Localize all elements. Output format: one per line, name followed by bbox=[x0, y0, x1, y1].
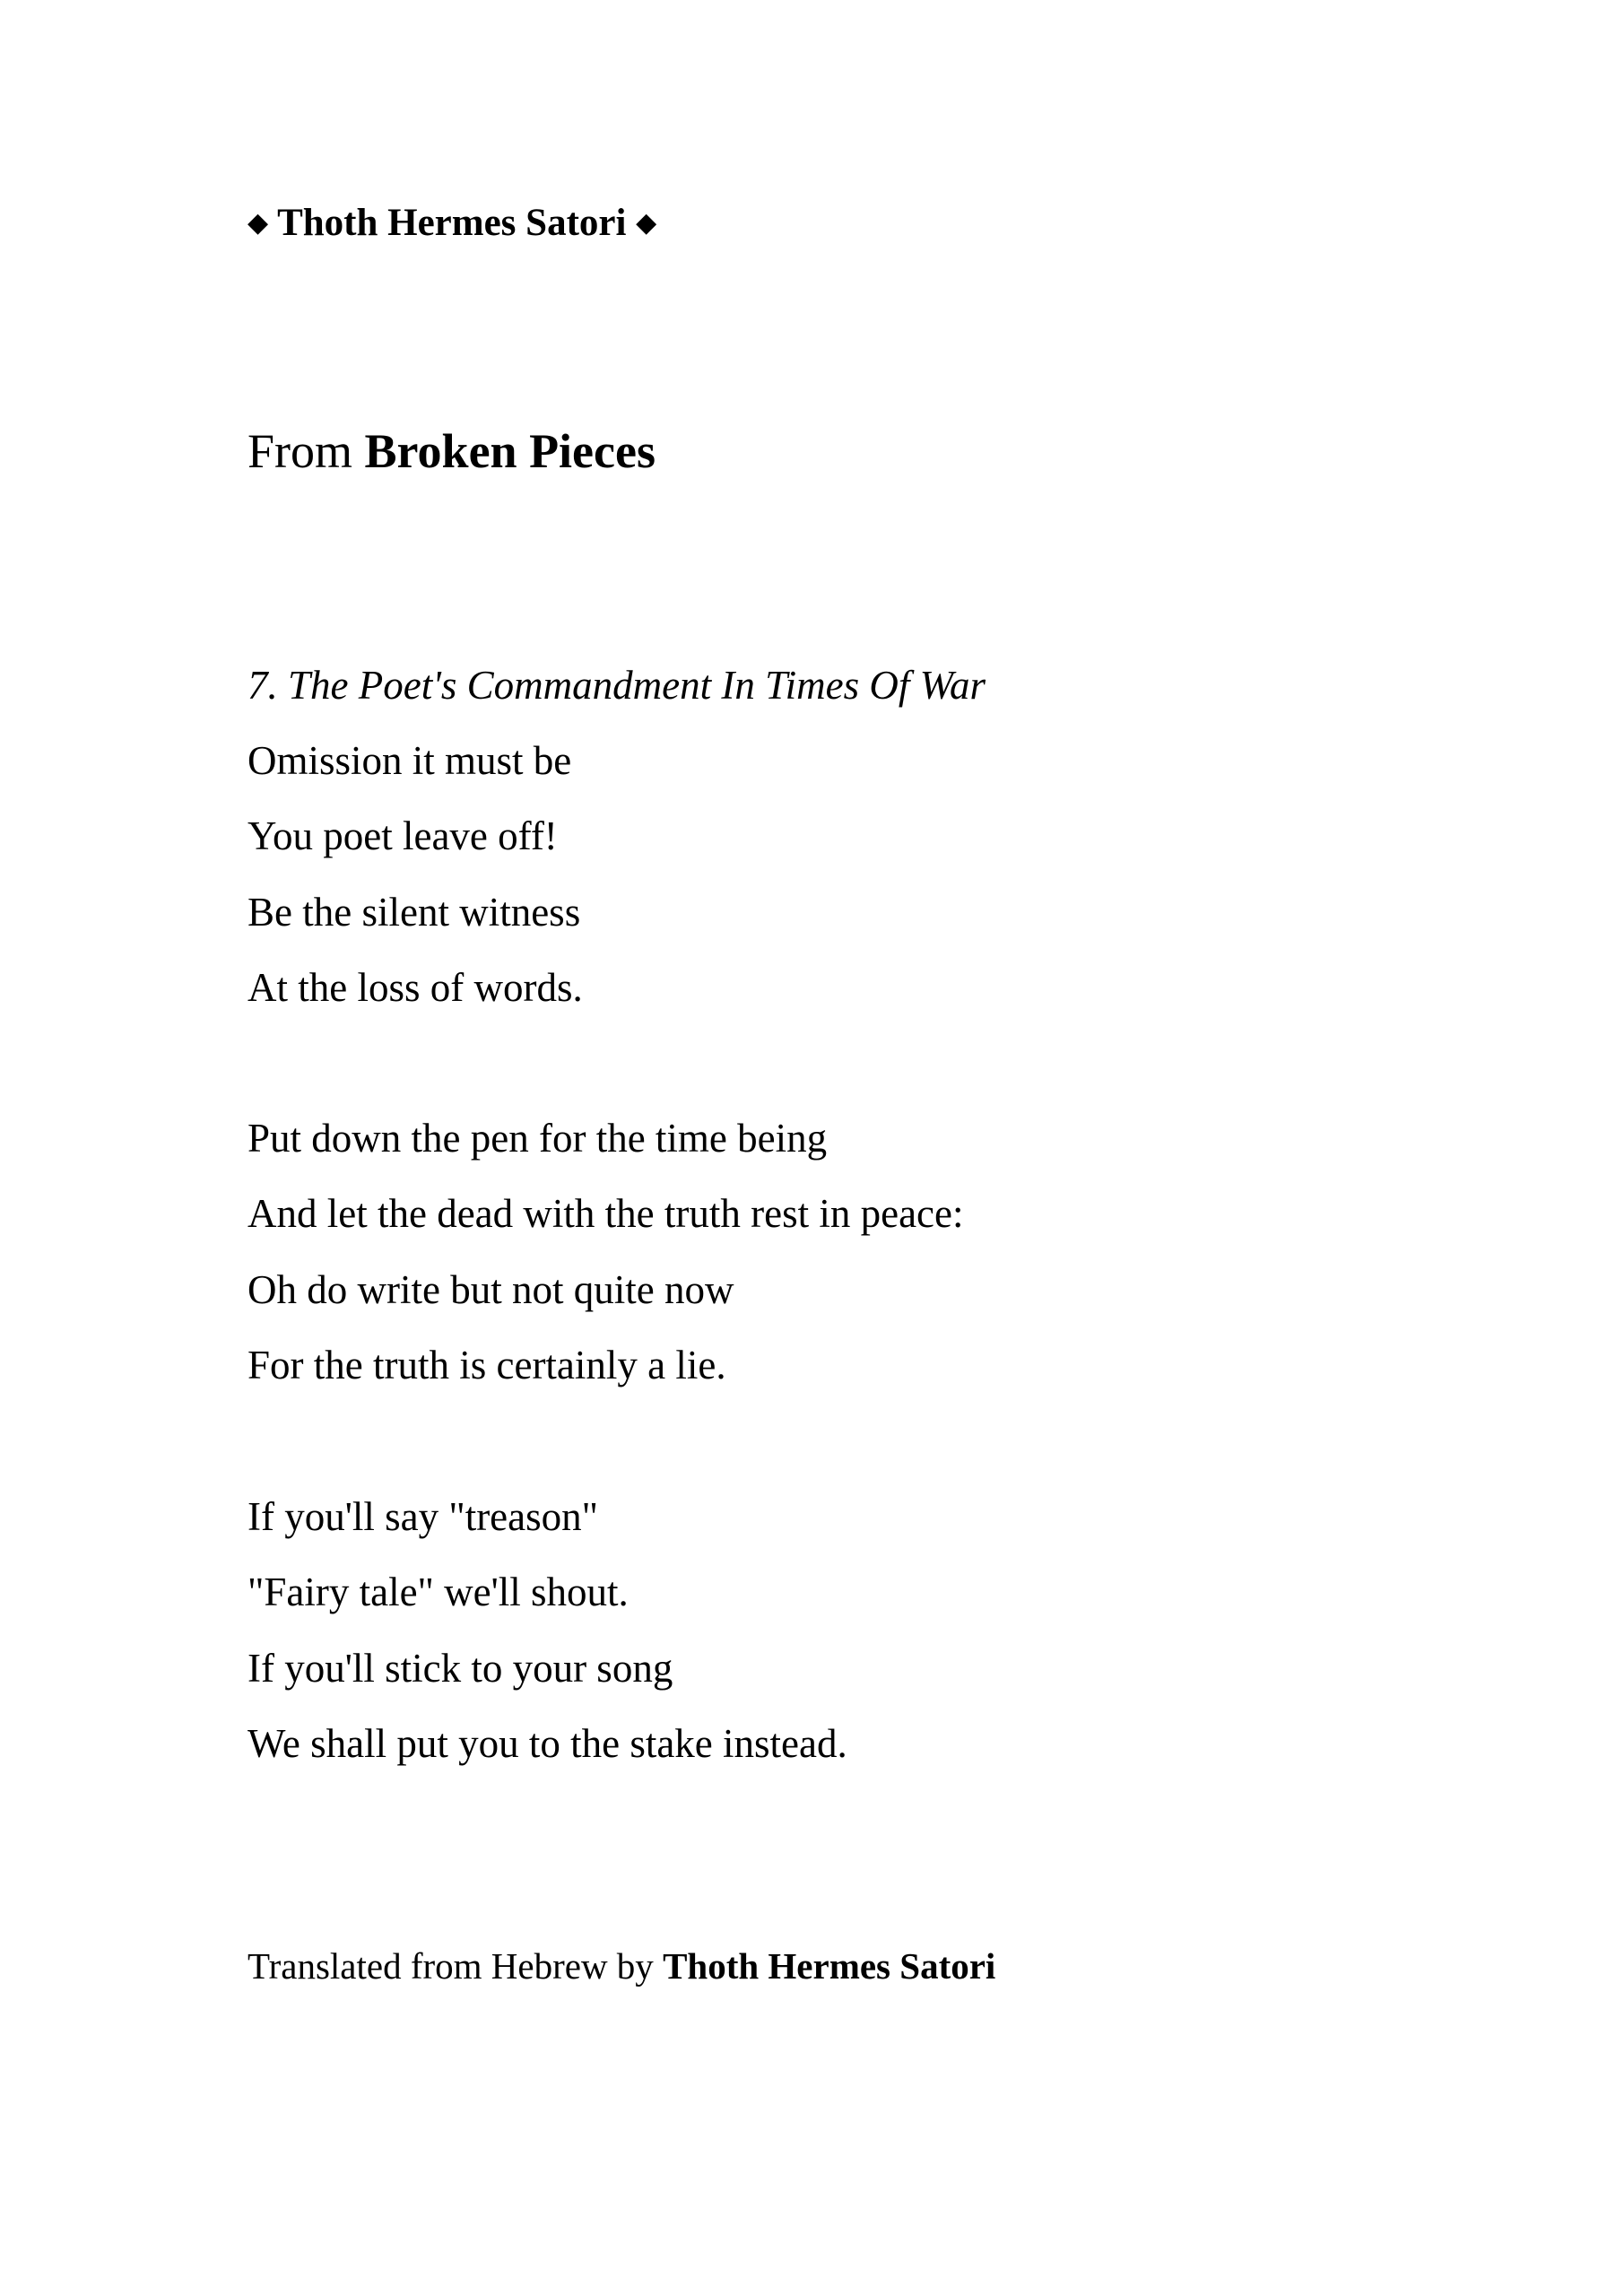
poem-line: For the truth is certainly a lie. bbox=[248, 1342, 726, 1387]
poem-line: "Fairy tale" we'll shout. bbox=[248, 1570, 629, 1615]
poem-line: Be the silent witness bbox=[248, 889, 581, 935]
author-header bbox=[248, 199, 656, 248]
poem-line: If you'll stick to your song bbox=[248, 1645, 673, 1691]
poem-line: Omission it must be bbox=[248, 738, 572, 783]
poem-line: At the loss of words. bbox=[248, 964, 583, 1010]
poem-title: 7. The Poet's Commandment In Times Of War bbox=[248, 663, 986, 708]
diamond-ornament-icon: ◆ bbox=[248, 208, 269, 238]
diamond-ornament-icon: ◆ bbox=[636, 208, 657, 238]
poem-stanza-1 bbox=[248, 723, 583, 1025]
poem-stanza-3 bbox=[248, 1479, 847, 1781]
header-author-name: Thoth Hermes Satori bbox=[277, 202, 627, 244]
translation-credit bbox=[248, 1943, 995, 1989]
poem-line: We shall put you to the stake instead. bbox=[248, 1720, 847, 1766]
source-line bbox=[248, 422, 656, 481]
translator-name: Thoth Hermes Satori bbox=[663, 1945, 996, 1987]
poem-line: Put down the pen for the time being bbox=[248, 1116, 828, 1161]
poem-line: And let the dead with the truth rest in peace: bbox=[248, 1191, 964, 1237]
poem-line: Oh do write but not quite now bbox=[248, 1266, 734, 1312]
poem-line: You poet leave off! bbox=[248, 813, 558, 859]
poem-line: If you'll say "treason" bbox=[248, 1494, 599, 1539]
credit-prefix: Translated from Hebrew by bbox=[248, 1945, 654, 1987]
source-prefix: From bbox=[248, 424, 353, 478]
poem-stanza-2 bbox=[248, 1100, 964, 1403]
book-title: Broken Pieces bbox=[364, 424, 656, 478]
